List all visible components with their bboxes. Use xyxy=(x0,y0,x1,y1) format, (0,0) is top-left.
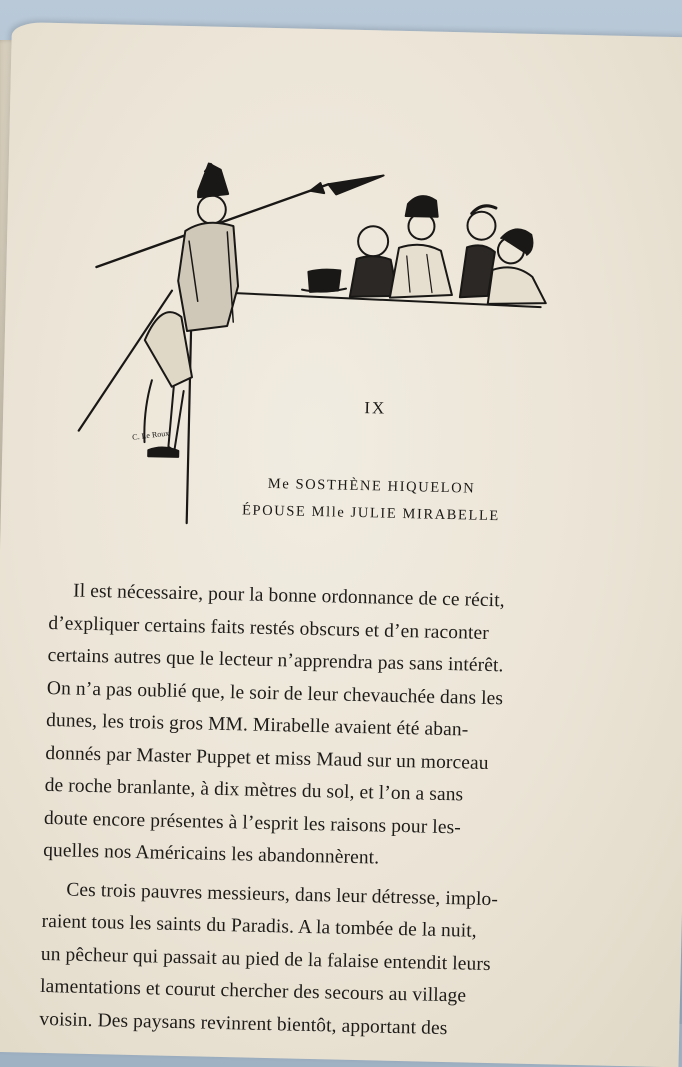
text-line: On n’a pas oublié que, le soir de leur chevauchée dans les xyxy=(46,677,504,709)
paragraph xyxy=(39,873,568,1047)
chapter-body xyxy=(39,575,574,1048)
text-line: doute encore présentes à l’esprit les raisons pour les- xyxy=(43,807,462,838)
text-line: certains autres que le lecteur n’apprendra pas sans intérêt. xyxy=(47,644,504,677)
text-line: voisin. Des paysans revinrent bientôt, apportant des xyxy=(39,1008,448,1039)
illustration-signature: C. Le Roux xyxy=(131,428,170,442)
chapter-title-line: ÉPOUSE Mlle JULIE MIRABELLE xyxy=(241,502,501,525)
text-line: lamentations et courut chercher des secours au village xyxy=(39,975,467,1007)
paragraph xyxy=(43,575,575,879)
text-line: Il est nécessaire, pour la bonne ordonnance de ce récit, xyxy=(72,580,505,612)
text-line: un pêcheur qui passait au pied de la falaise entendit leurs xyxy=(40,943,491,975)
chapter-number: IX xyxy=(364,398,387,418)
chapter-title xyxy=(201,469,542,531)
text-line: quelles nos Américains les abandonnèrent. xyxy=(42,839,380,869)
book-page xyxy=(0,22,682,1067)
text-line: donnés par Master Puppet et miss Maud sur un morceau xyxy=(45,742,489,774)
text-line: d’expliquer certains faits restés obscurs et d’en raconter xyxy=(48,612,490,644)
text-line: de roche branlante, à dix mètres du sol, et l’on a sans xyxy=(44,774,464,806)
text-line: dunes, les trois gros MM. Mirabelle avaient été aban- xyxy=(45,709,469,741)
chapter-title-line: Me SOSTHÈNE HIQUELON xyxy=(267,475,476,497)
text-line: Ces trois pauvres messieurs, dans leur détresse, implo- xyxy=(66,878,499,910)
text-line: raient tous les saints du Paradis. A la tombée de la nuit, xyxy=(41,910,478,942)
